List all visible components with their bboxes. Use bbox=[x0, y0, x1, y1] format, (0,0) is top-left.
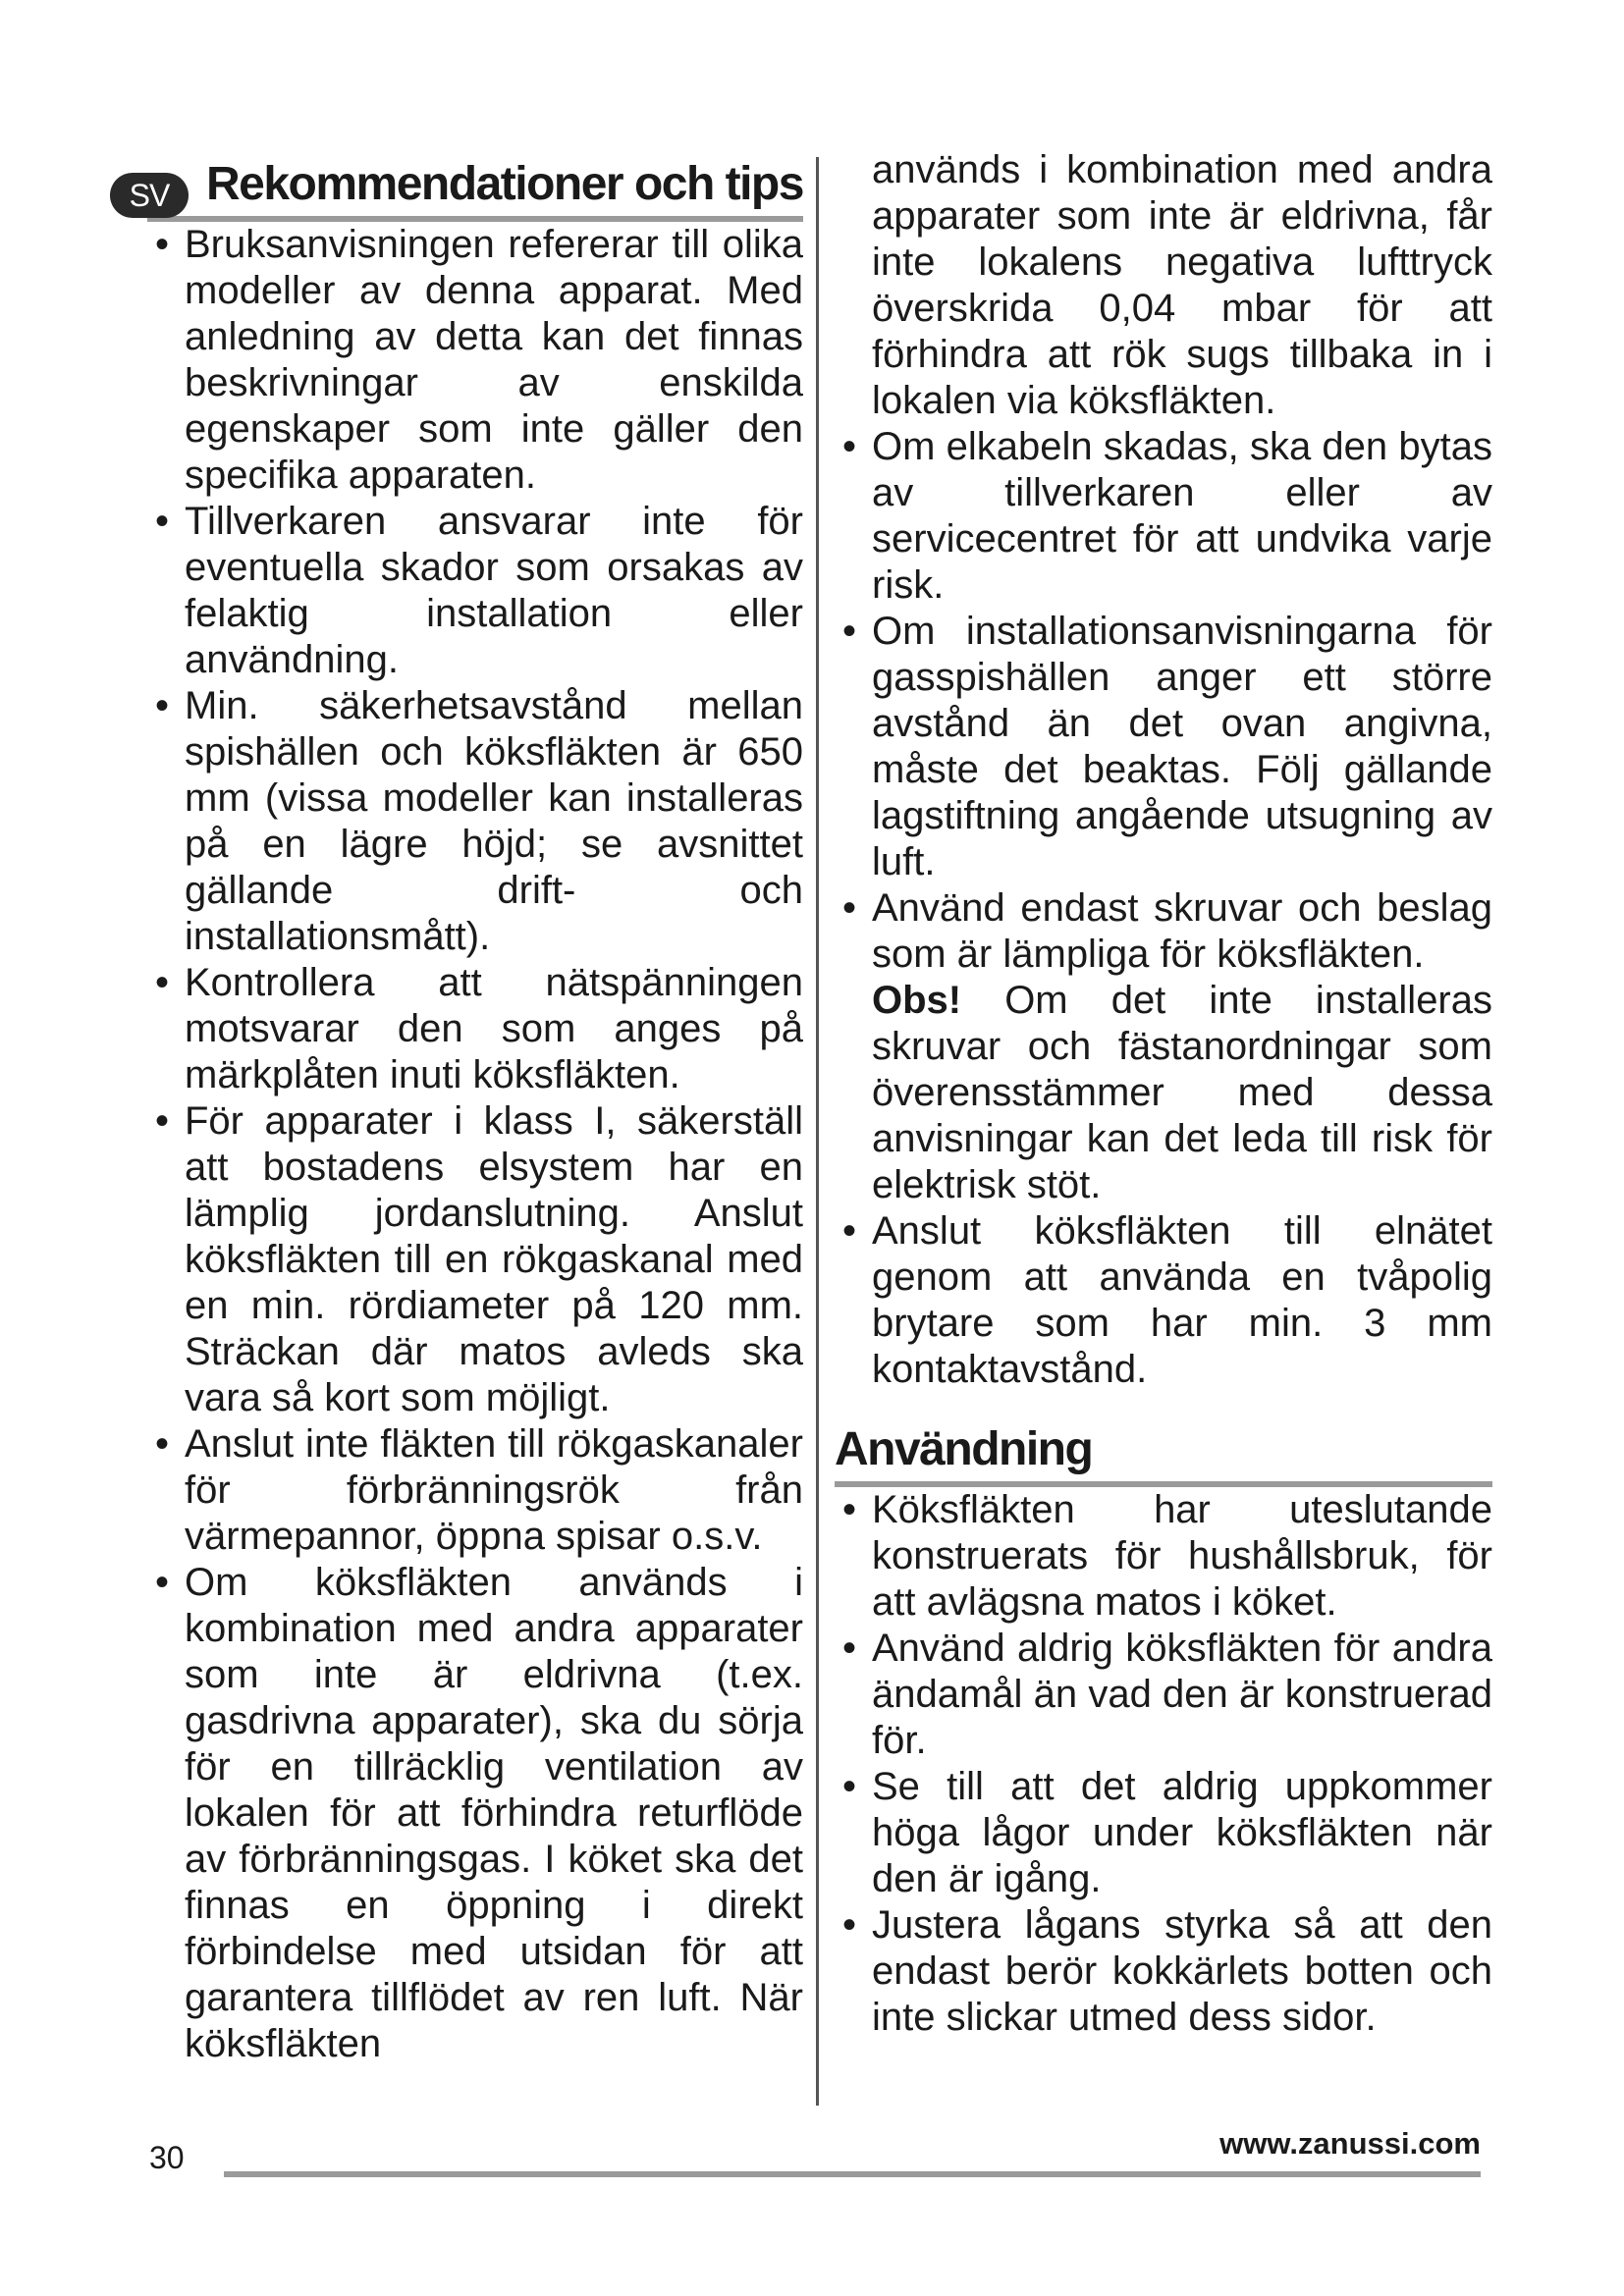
language-badge: SV bbox=[110, 173, 189, 218]
usage-list bbox=[835, 1487, 1492, 2041]
website-url: www.zanussi.com bbox=[1219, 2126, 1481, 2161]
list-item: • Använd endast skruvar och beslag som är lämpliga för köksfläkten. bbox=[835, 885, 1492, 978]
list-item: • Min. säkerhetsavstånd mellan spishällen och köksfläkten är 650 mm (vissa modeller kan installeras på en lägre höjd; se avsnittet gällande drift- och installationsmått). bbox=[147, 683, 803, 960]
footer-rule bbox=[224, 2171, 1481, 2177]
section-title: Användning bbox=[835, 1423, 1093, 1475]
tips-list-right bbox=[835, 147, 1492, 1393]
section-heading-usage bbox=[835, 1420, 1492, 1487]
section-heading-recommendations bbox=[129, 155, 803, 222]
obs-label: Obs! bbox=[872, 979, 962, 1022]
list-item: • Se till att det aldrig uppkommer höga lågor under köksfläkten när den är igång. bbox=[835, 1764, 1492, 1902]
list-item: • Om elkabeln skadas, ska den bytas av tillverkaren eller av servicecentret för att undvika varje risk. bbox=[835, 424, 1492, 609]
column-divider bbox=[816, 157, 819, 2106]
list-item: • Använd aldrig köksfläkten för andra ändamål än vad den är konstruerad för. bbox=[835, 1626, 1492, 1764]
list-item: • Om köksfläkten används i kombination med andra apparater som inte är eldrivna (t.ex. gasdrivna apparater), ska du sörja för en tillräcklig ventilation av lokalen för att förhindra returflöde av förbränningsgas. I köket ska det finnas en öppning i direkt förbindelse med utsidan för att garantera tillflödet av ren luft. När köksfläkten bbox=[147, 1560, 803, 2067]
page-number: 30 bbox=[149, 2140, 185, 2175]
list-item: • Köksfläkten har uteslutande konstruerats för hushållsbruk, för att avlägsna matos i köket. bbox=[835, 1487, 1492, 1626]
list-item: • Om installationsanvisningarna för gasspishällen anger ett större avstånd än det ovan angivna, måste det beaktas. Följ gällande lagstiftning angående utsugning av luft. bbox=[835, 609, 1492, 885]
list-item: • Anslut inte fläkten till rökgaskanaler för förbränningsrök från värmepannor, öppna spisar o.s.v. bbox=[147, 1421, 803, 1560]
list-item: • Anslut köksfläkten till elnätet genom att använda en tvåpolig brytare som har min. 3 mm kontaktavstånd. bbox=[835, 1208, 1492, 1393]
section-title: Rekommendationer och tips bbox=[206, 158, 803, 210]
obs-text: Om det inte installeras skruvar och fästanordningar som överensstämmer med dessa anvisningar kan det leda till risk för elektrisk stöt. bbox=[872, 979, 1492, 1206]
obs-note bbox=[835, 978, 1492, 1208]
list-item-continuation: används i kombination med andra apparater som inte är eldrivna, får inte lokalens negativa lufttryck överskrida 0,04 mbar för att förhindra att rök sugs tillbaka in i lokalen via köksfläkten. bbox=[872, 148, 1492, 422]
list-item: • Tillverkaren ansvarar inte för eventuella skador som orsakas av felaktig installation eller användning. bbox=[147, 499, 803, 683]
list-item: • För apparater i klass I, säkerställ att bostadens elsystem har en lämplig jordanslutning. Anslut köksfläkten till en rökgaskanal med en min. rördiameter på 120 mm. Sträckan där matos avleds ska vara så kort som möjligt. bbox=[147, 1098, 803, 1421]
right-column bbox=[835, 147, 1492, 2041]
left-column bbox=[129, 147, 803, 2067]
list-item: • Kontrollera att nätspänningen motsvarar den som anges på märkplåten inuti köksfläkten. bbox=[147, 960, 803, 1098]
list-item: • Bruksanvisningen refererar till olika modeller av denna apparat. Med anledning av detta kan det finnas beskrivningar av enskilda egenskaper som inte gäller den specifika apparaten. bbox=[147, 222, 803, 499]
tips-list-left bbox=[147, 222, 803, 2067]
list-item: • Justera lågans styrka så att den endast berör kokkärlets botten och inte slickar utmed dess sidor. bbox=[835, 1902, 1492, 2041]
